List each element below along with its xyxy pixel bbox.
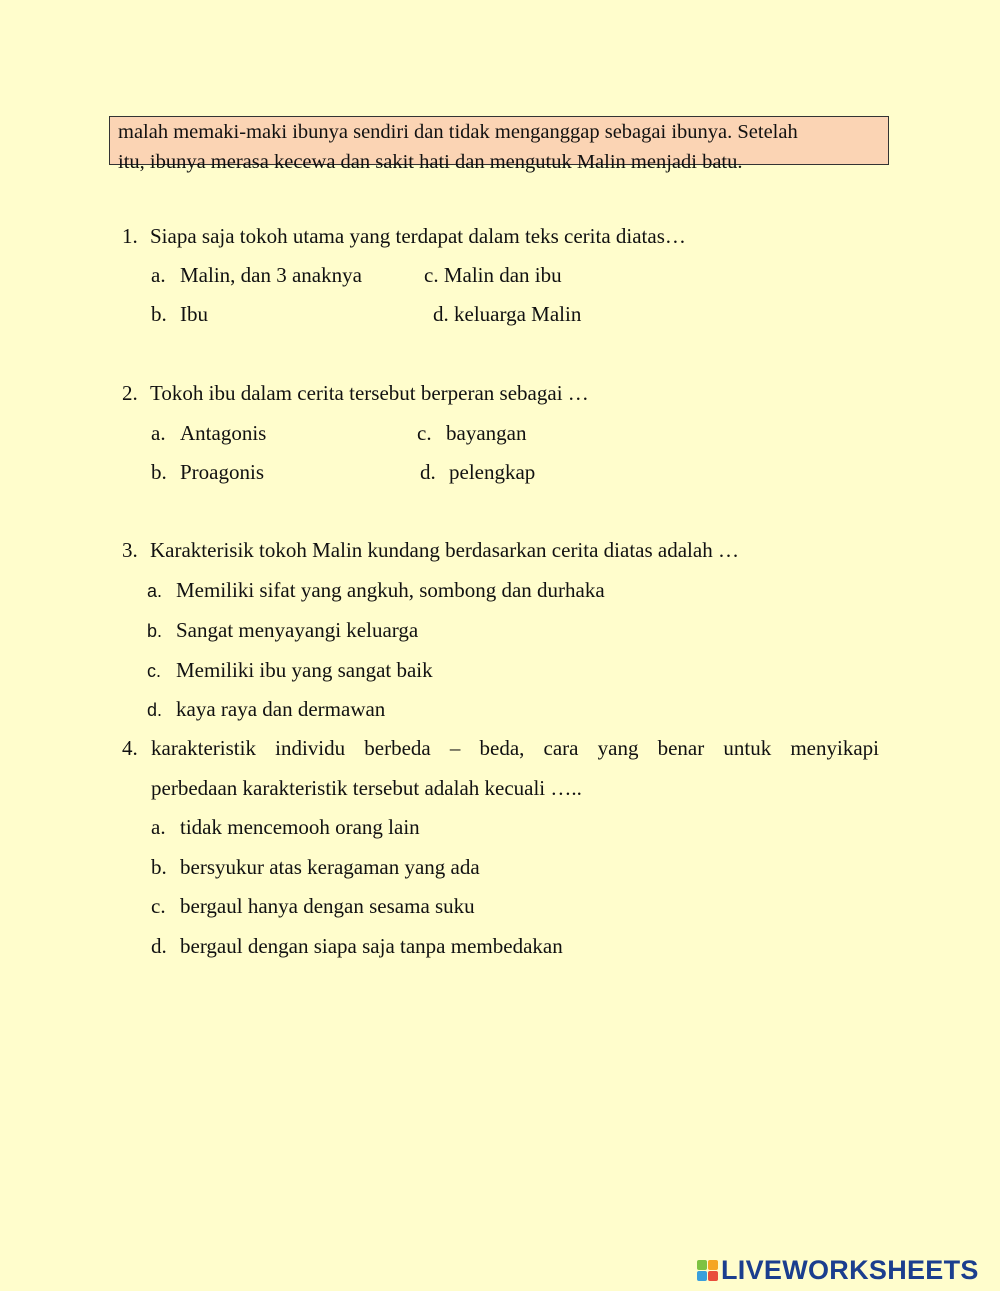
question-3-option-d[interactable] <box>147 696 385 723</box>
liveworksheets-logo-icon <box>697 1260 718 1281</box>
question-number: 2. <box>122 381 138 405</box>
question-text: Tokoh ibu dalam cerita tersebut berperan sebagai … <box>150 381 589 405</box>
question-2-option-b[interactable] <box>151 459 264 485</box>
option-letter: b. <box>147 621 163 641</box>
logo-square-icon <box>697 1260 707 1270</box>
option-text: bergaul dengan siapa saja tanpa membedakan <box>180 934 563 958</box>
story-line-1: malah memaki-maki ibunya sendiri dan tidak menganggap sebagai ibunya. Setelah <box>118 121 798 143</box>
option-text: tidak mencemooh orang lain <box>180 815 420 839</box>
question-3-option-a[interactable] <box>147 577 605 604</box>
option-text: Malin, dan 3 anaknya <box>180 263 362 287</box>
question-4-option-b[interactable] <box>151 854 480 880</box>
option-text: Malin dan ibu <box>443 263 562 287</box>
option-text: bayangan <box>446 421 527 445</box>
option-letter: c. <box>147 661 162 681</box>
option-letter: d. <box>433 302 449 326</box>
question-4-text-line-1: karakteristik individu berbeda – beda, cara yang benar untuk menyikapi <box>151 736 879 760</box>
logo-square-icon <box>697 1271 707 1281</box>
option-letter: a. <box>151 815 166 839</box>
option-letter: a. <box>147 581 163 601</box>
option-text: bergaul hanya dengan sesama suku <box>180 894 475 918</box>
logo-square-icon <box>708 1260 718 1270</box>
option-letter: c. <box>424 263 439 287</box>
question-text: Karakterisik tokoh Malin kundang berdasarkan cerita diatas adalah … <box>150 538 739 562</box>
option-letter: a. <box>151 263 166 287</box>
question-1-option-a[interactable] <box>151 262 362 288</box>
option-letter: c. <box>151 894 166 918</box>
question-3-option-c[interactable] <box>147 657 433 684</box>
question-1-option-b[interactable] <box>151 301 208 327</box>
option-text: keluarga Malin <box>454 302 582 326</box>
option-letter: b. <box>151 460 167 484</box>
logo-text: LIVEWORKSHEETS <box>721 1254 979 1285</box>
question-2-option-a[interactable] <box>151 420 266 446</box>
option-text: Memiliki ibu yang sangat baik <box>176 658 433 682</box>
question-1 <box>122 223 686 249</box>
option-letter: d. <box>151 934 167 958</box>
option-text: Antagonis <box>180 421 267 445</box>
option-text: Ibu <box>180 302 208 326</box>
option-text: kaya raya dan dermawan <box>176 697 386 721</box>
question-3-option-b[interactable] <box>147 617 418 644</box>
option-letter: d. <box>420 460 436 484</box>
option-letter: a. <box>151 421 166 445</box>
question-3 <box>122 537 739 563</box>
option-text: bersyukur atas keragaman yang ada <box>180 855 480 879</box>
question-number: 1. <box>122 224 138 248</box>
option-letter: d. <box>147 700 163 720</box>
option-letter: b. <box>151 855 167 879</box>
option-text: Memiliki sifat yang angkuh, sombong dan durhaka <box>176 578 605 602</box>
question-text: Siapa saja tokoh utama yang terdapat dalam teks cerita diatas… <box>150 224 686 248</box>
question-2-option-d[interactable] <box>420 459 535 485</box>
question-1-option-d[interactable] <box>433 301 581 327</box>
option-text: Proagonis <box>180 460 264 484</box>
option-letter: b. <box>151 302 167 326</box>
question-2 <box>122 380 589 406</box>
option-letter: c. <box>417 421 432 445</box>
option-text: pelengkap <box>449 460 536 484</box>
question-4-option-c[interactable] <box>151 893 475 919</box>
story-line-2: itu, ibunya merasa kecewa dan sakit hati dan mengutuk Malin menjadi batu. <box>118 151 743 173</box>
option-text: Sangat menyayangi keluarga <box>176 618 419 642</box>
question-4-option-d[interactable] <box>151 933 563 959</box>
question-1-option-c[interactable] <box>424 262 562 288</box>
question-2-option-c[interactable] <box>417 420 526 446</box>
question-4-option-a[interactable] <box>151 814 420 840</box>
question-number: 3. <box>122 538 138 562</box>
logo-square-icon <box>708 1271 718 1281</box>
question-4-text-line-2: perbedaan karakteristik tersebut adalah kecuali ….. <box>151 776 582 800</box>
question-4-number: 4. <box>122 736 138 760</box>
liveworksheets-logo[interactable] <box>697 1256 979 1284</box>
story-excerpt-box <box>109 116 889 173</box>
